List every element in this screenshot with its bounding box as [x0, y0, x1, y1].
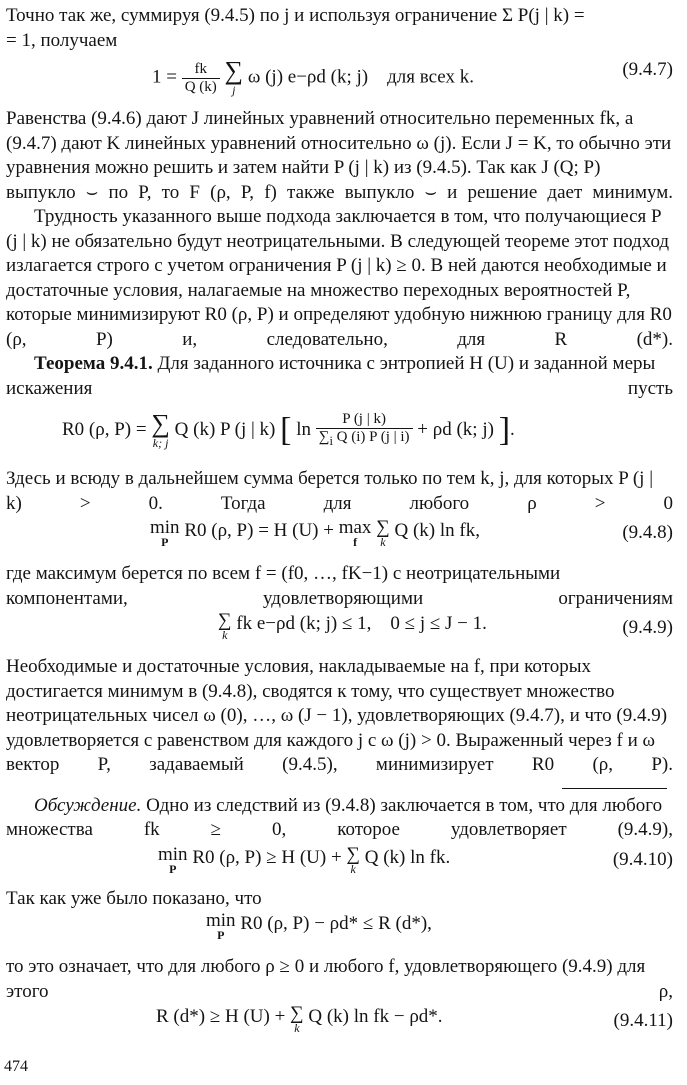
eqr0-numer: P (j | k)	[316, 411, 413, 429]
equation-9-4-11	[6, 1004, 673, 1048]
equn-body: R0 (ρ, P) − ρd* ≤ R (d*),	[240, 913, 432, 934]
eqr0-sum: ∑ k; j	[151, 408, 170, 450]
eq9411-sum: ∑ k	[290, 1003, 304, 1035]
separator	[6, 778, 673, 794]
eq948-min-word: min	[150, 517, 180, 538]
paragraph-3: Трудность указанного выше подхода заключается в том, что получающиеся P (j | k) не обязательно будут неотрицательными. В следующей теореме этот подход излагается строго с учетом ограничения P (j | k) ≥ 0. В ней даются необходимые и достаточные условия, налагаемые на множество переходных вероятностей P, которые минимизируют R0 (ρ, P) и определяют удобную нижнюю границу для R0 (ρ, P) и, следовательно, для R (d*).	[6, 206, 673, 350]
eq9410-min-under: P	[169, 861, 177, 876]
eqr0-term: Q (k) P (j | k)	[174, 418, 276, 440]
paragraph-8: Так как уже было показано, что	[6, 887, 262, 909]
eq9411-tail: Q (k) ln fk − ρd*.	[308, 1006, 443, 1027]
eq948-sum-index: k	[380, 535, 386, 549]
paragraph-7: Одно из следствий из (9.4.8) заключается в том, что для любого множества fk ≥ 0, которое удовлетворяет (9.4.9),	[6, 794, 673, 840]
paragraph-5: где максимум берется по всем f = (f0, …, fK−1) с неотрицательными компонентами, удовлетворяющими ограничениям	[6, 563, 673, 609]
page-body	[6, 4, 673, 1048]
eq947-cond: для всех k.	[387, 66, 474, 88]
equation-unnumbered	[6, 911, 673, 955]
equn-min-under: P	[217, 928, 225, 942]
eq947-body: ω (j) e−ρd (k; j)	[247, 66, 369, 88]
eq948-min	[150, 517, 180, 550]
eq947-sum-index: j	[232, 83, 236, 97]
eq949-cond: 0 ≤ j ≤ J − 1.	[390, 613, 487, 634]
eqr0-ln: ln	[296, 418, 311, 440]
eq9410-sum: ∑ k	[346, 843, 360, 876]
paragraph-2: Равенства (9.4.6) дают J линейных уравнений относительно переменных fk, а (9.4.7) дают K линейных уравнений относительно ω (j). Если J = K, то обычно эти уравнения можно решить и затем найти P (j | k) из (9.4.5). Так как J (Q; P) выпукло ⌣ по P, то F (ρ, P, f) также выпукло ⌣ и решение дает минимум.	[6, 108, 673, 203]
theorem-paragraph	[6, 352, 673, 401]
paragraph-4: Здесь и всюду в дальнейшем сумма берется только по тем k, j, для которых P (j | k) > 0. Тогда для любого ρ > 0	[6, 468, 673, 514]
equn-min-word: min	[206, 910, 236, 931]
eq948-min-under: P	[161, 535, 169, 549]
theorem-label: Теорема 9.4.1.	[34, 353, 153, 374]
eq949-number: (9.4.9)	[622, 617, 673, 638]
page-number: 474	[4, 1058, 28, 1075]
eq947-numer: fk	[182, 61, 220, 79]
eq947-denom: Q (k)	[184, 78, 217, 95]
eq948-lhs: R0 (ρ, P) = H (U) +	[184, 520, 334, 541]
eqr0-fraction	[316, 411, 413, 450]
eq9410-number: (9.4.10)	[612, 848, 673, 870]
eq9410-tail: Q (k) ln fk.	[364, 846, 451, 868]
separator-rule	[562, 788, 667, 789]
eq947-number: (9.4.7)	[622, 59, 673, 80]
eq947-lhs: 1 =	[152, 66, 177, 88]
eqr0-tail: + ρd (k; j)	[417, 418, 494, 440]
paragraph-9: то это означает, что для любого ρ ≥ 0 и любого f, удовлетворяющего (9.4.9) для этого ρ,	[6, 956, 673, 1002]
discussion-label: Обсуждение.	[34, 794, 142, 816]
eq947-fraction	[182, 61, 220, 96]
eq9410-sum-index: k	[350, 861, 356, 876]
eq948-max-under: f	[353, 535, 358, 549]
eqr0-sum-index: k; j	[152, 435, 169, 450]
eq949-body: fk e−ρd (k; j) ≤ 1,	[236, 613, 372, 634]
eq9410-min	[158, 843, 188, 877]
eq948-max-word: max	[338, 517, 372, 538]
eq9411-body: R (d*) ≥ H (U) +	[156, 1006, 286, 1027]
equation-9-4-10	[6, 843, 673, 887]
eq948-sum: ∑ k	[376, 517, 390, 549]
eq947-sum: ∑ j	[224, 56, 244, 97]
eqr0-lhs: R0 (ρ, P) =	[62, 418, 147, 440]
eqr0-denom-wrap: $\sum_i$ Q (i) P (j | i)	[318, 429, 410, 448]
eq949-sum: ∑ k	[218, 610, 232, 642]
para1-line1: Точно так же, суммируя (9.4.5) по j и используя ограничение Σ P(j | k) =	[6, 5, 585, 26]
eq949-sum-index: k	[222, 628, 228, 642]
eqr0-denom: Q (i) P (j | i)	[336, 429, 410, 445]
discussion-paragraph	[6, 794, 673, 843]
eq948-body: Q (k) ln fk,	[394, 520, 480, 541]
equn-min	[206, 910, 236, 943]
eq9410-min-word: min	[158, 843, 188, 865]
para1-line2: = 1, получаем	[6, 29, 118, 51]
equation-9-4-9	[6, 611, 673, 655]
theorem-text: Для заданного источника с энтропией H (U) и заданной меры искажения пусть	[6, 353, 673, 399]
equation-9-4-7	[6, 53, 673, 101]
paragraph-6: Необходимые и достаточные условия, накладываемые на f, при которых достигается минимум в (9.4.8), сводятся к тому, что существует множество неотрицательных чисел ω (0), …, ω (J − 1), удовлетворяющих (9.4.7), и что (9.4.9) удовлетворяется с равенством для каждого j с ω (j) > 0. Выраженный через f и ω вектор P, задаваемый (9.4.5), минимизирует R0 (ρ, P).	[6, 656, 673, 775]
eq948-max	[338, 517, 372, 550]
equation-9-4-8	[6, 516, 673, 562]
eqr0-denom-sum: i	[329, 434, 333, 448]
eq9411-number: (9.4.11)	[613, 1010, 673, 1031]
eq9410-body: R0 (ρ, P) ≥ H (U) +	[192, 846, 342, 868]
eq9411-sum-index: k	[294, 1021, 300, 1035]
eq948-number: (9.4.8)	[622, 522, 673, 543]
equation-r0: R0 (ρ, P) = ∑ k; j Q (k) P (j | k) [ ln $\frac{P (j | k)}{\sum_i Q (i) P (j | i)}$ + ρd (k; j) ].	[62, 408, 515, 450]
